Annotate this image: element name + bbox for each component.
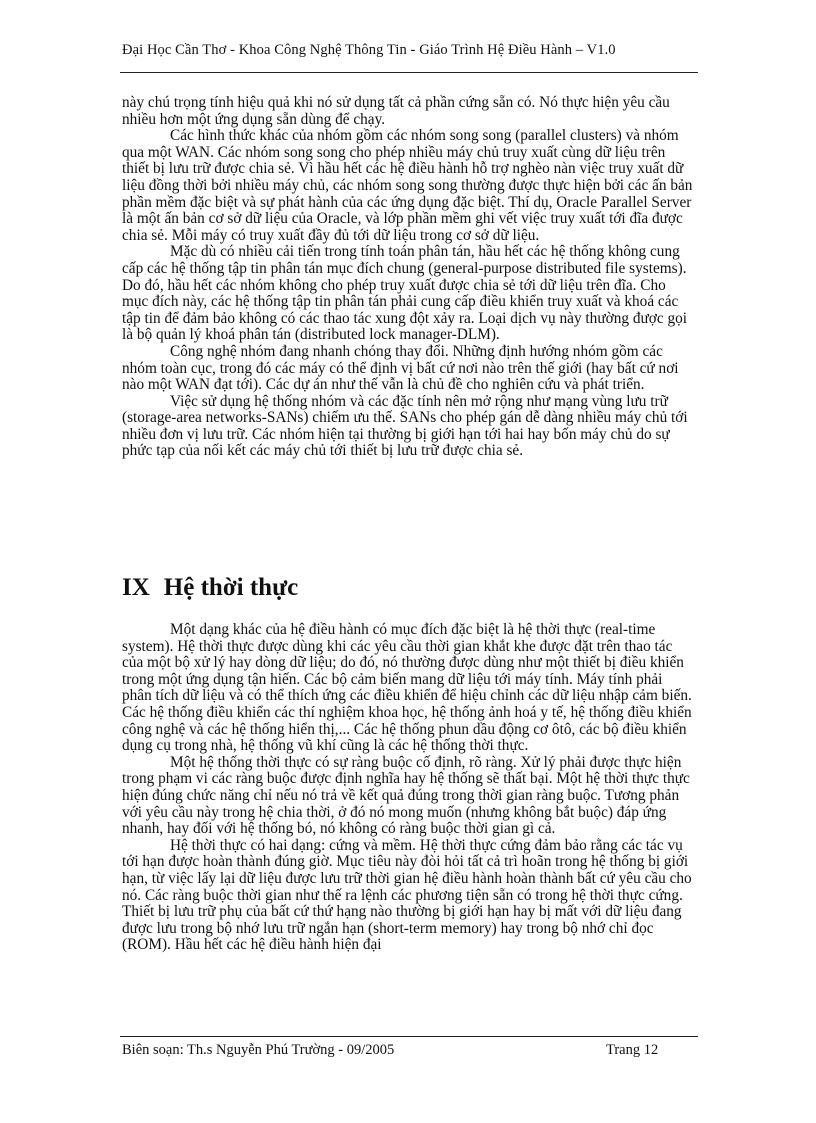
header-divider [120,72,698,73]
footer-divider [120,1036,698,1037]
paragraph: Việc sử dụng hệ thống nhóm và các đặc tính nên mở rộng như mạng vùng lưu trữ (storage-area networks-SANs) chiếm ưu thế. SANs cho phép gán dễ dàng nhiều máy chủ tới nhiều đơn vị lưu trữ. Các nhóm hiện tại thường bị giới hạn tới hai hay bốn máy chủ do sự phức tạp của nối kết các máy chủ tới thiết bị lưu trữ được chia sẻ. [122,392,688,460]
paragraph: Công nghệ nhóm đang nhanh chóng thay đổi. Những định hướng nhóm gồm các nhóm toàn cục, trong đó các máy có thể định vị bất cứ nơi nào trên thế giới (hay bất cứ nơi nào một WAN đạt tới). Các dự án như thế vẫn là chủ đề cho nghiên cứu và phát triển. [122,342,679,394]
section-number: IX [122,574,150,601]
text-block-realtime [122,622,694,954]
paragraph: Một hệ thống thời thực có sự ràng buộc cố định, rõ ràng. Xử lý phải được thực hiện trong phạm vi các ràng buộc được định nghĩa hay hệ thống sẽ thất bại. Một hệ thời thực thực hiện đúng chức năng chỉ nếu nó trả về kết quả đúng trong thời gian ràng buộc. Tương phản với yêu cầu này trong hệ chia thời, ở đó nó mong muốn (nhưng không bắt buộc) đáp ứng nhanh, hay đối với hệ thống bó, nó không có ràng buộc thời gian gì cả. [122,753,690,838]
paragraph: Một dạng khác của hệ điều hành có mục đích đặc biệt là hệ thời thực (real-time system). Hệ thời thực được dùng khi các yêu cầu thời gian khắt khe được đặt trên thao tác của một bộ xử lý hay dòng dữ liệu; do đó, nó thường được dùng như một thiết bị điều khiển trong một ứng dụng tận hiến. Các bộ cảm biến mang dữ liệu tới máy tính. Máy tính phải phân tích dữ liệu và có thể thích ứng các điều khiển để hiệu chỉnh các dữ liệu nhập cảm biến. Các hệ thống điều khiển các thí nghiệm khoa học, hệ thống ảnh hoá y tế, hệ thống điều khiển công nghệ và các hệ thống hiển thị,... Các hệ thống phun dầu động cơ ôtô, các bộ điều khiển dụng cụ trong nhà, hệ thống vũ khí cũng là các hệ thống thời thực. [122,621,692,755]
paragraph: Hệ thời thực có hai dạng: cứng và mềm. Hệ thời thực cứng đảm bảo rằng các tác vụ tới hạn được hoàn thành đúng giờ. Mục tiêu này đòi hỏi tất cả trì hoãn trong hệ thống bị giới hạn, từ việc lấy lại dữ liệu được lưu trữ thời gian hệ điều hành hoàn thành bất cứ yêu cầu cho nó. Các ràng buộc thời gian như thế ra lệnh các phương tiện sẵn có trong hệ thời thực cứng. Thiết bị lưu trữ phụ của bất cứ thứ hạng nào thường bị giới hạn hay bị mất với dữ liệu đang được lưu trong bộ nhớ lưu trữ ngắn hạn (short-term memory) hay trong bộ nhớ chỉ đọc (ROM). Hầu hết các hệ điều hành hiện đại [122,836,692,954]
section-title: Hệ thời thực [163,574,299,601]
paragraph: Các hình thức khác của nhóm gồm các nhóm song song (parallel clusters) và nhóm qua một WAN. Các nhóm song song cho phép nhiều máy chủ truy xuất cùng dữ liệu trên thiết bị lưu trữ được chia sẻ. Vì hầu hết các hệ điều hành hỗ trợ nghèo nàn việc truy xuất dữ liệu đồng thời bởi nhiều máy chủ, các nhóm song song thường được thực hiện bởi các ấn bản phần mềm đặc biệt và sự phát hành của các ứng dụng đặc biệt. Thí dụ, Oracle Parallel Server là một ấn bản cơ sở dữ liệu của Oracle, và lớp phần mềm ghi vết việc truy xuất tới đĩa được chia sẻ. Mỗi máy có truy xuất đầy đủ tới dữ liệu trong cơ sở dữ liệu. [122,127,693,244]
text-block-clusters [122,95,694,460]
page-number: Trang 12 [606,1042,659,1058]
page-header: Đại Học Cần Thơ - Khoa Công Nghệ Thông Tin - Giáo Trình Hệ Điều Hành – V1.0 [122,42,616,58]
paragraph: này chú trọng tính hiệu quả khi nó sử dụng tất cả phần cứng sẵn có. Nó thực hiện yêu cầu nhiều hơn một ứng dụng sẵn dùng để chạy. [122,94,670,128]
section-heading [122,574,298,602]
paragraph: Mặc dù có nhiều cải tiến trong tính toán phân tán, hầu hết các hệ thống không cung cấp các hệ thống tập tin phân tán mục đích chung (general-purpose distributed file systems). Do đó, hầu hết các nhóm không cho phép truy xuất được chia sẻ tới dữ liệu trên đĩa. Cho mục đích này, các hệ thống tập tin phân tán phải cung cấp điều khiển truy xuất và khoá các tập tin để đảm bảo không có các thao tác xung đột xảy ra. Loại dịch vụ này thường được gọi là bộ quản lý khoá phân tán (distributed lock manager-DLM). [122,243,688,344]
footer-author: Biên soạn: Th.s Nguyễn Phú Trường - 09/2005 [122,1042,395,1058]
